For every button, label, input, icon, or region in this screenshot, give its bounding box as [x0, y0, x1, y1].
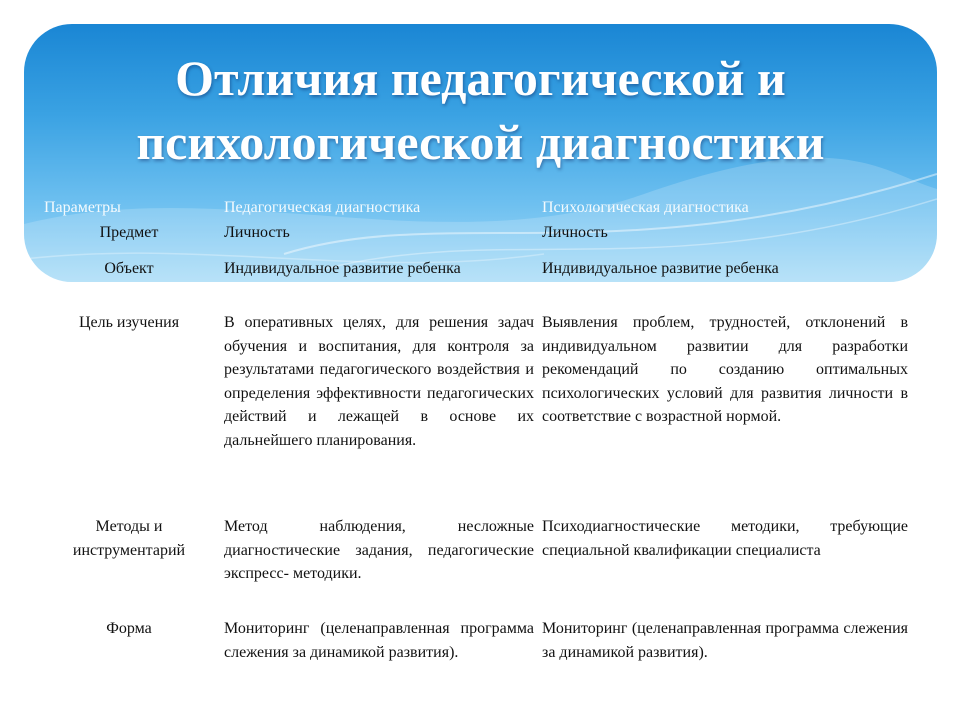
- row-form-param: Форма: [106, 620, 152, 637]
- row-methods-psy: Психодиагностические методики, требующие специальной квалификации специалиста: [542, 518, 908, 559]
- header-pedagogical: Педагогическая диагностика: [224, 199, 421, 216]
- row-goal-ped: В оперативных целях, для решения задач обучения и воспитания, для контроля за результатами педагогического воздействия и определения эффективности педагогических действий и лежащей в основе их дальнейшего планирования.: [224, 314, 534, 449]
- row-subject-psy: Личность: [542, 224, 608, 241]
- row-form-ped: Мониторинг (целенаправленная программа слежения за динамикой развития).: [224, 620, 534, 661]
- row-subject-ped: Личность: [224, 224, 290, 241]
- title-line-1: Отличия педагогической и: [175, 50, 786, 106]
- row-methods-ped: Метод наблюдения, несложные диагностические задания, педагогические экспресс- методики.: [224, 518, 534, 582]
- row-subject-param: Предмет: [99, 224, 159, 241]
- row-goal-psy: Выявления проблем, трудностей, отклонений в индивидуальном развитии для разработки рекомендаций по созданию оптимальных психологических условий для развития личности в соответствие с возрастной нормой.: [542, 314, 908, 425]
- header-psychological: Психологическая диагностика: [542, 199, 749, 216]
- row-object-ped: Индивидуальное развитие ребенка: [224, 260, 461, 277]
- row-goal-param: Цель изучения: [78, 314, 180, 331]
- header-parameters: Параметры: [44, 199, 121, 216]
- row-object-param: Объект: [104, 260, 154, 277]
- row-methods-param: Методы и инструментарий: [72, 518, 186, 559]
- row-object-psy: Индивидуальное развитие ребенка: [542, 260, 779, 277]
- page-title: [24, 46, 937, 174]
- title-line-2: психологической диагностики: [136, 114, 825, 170]
- row-form-psy: Мониторинг (целенаправленная программа слежения за динамикой развития).: [542, 620, 908, 661]
